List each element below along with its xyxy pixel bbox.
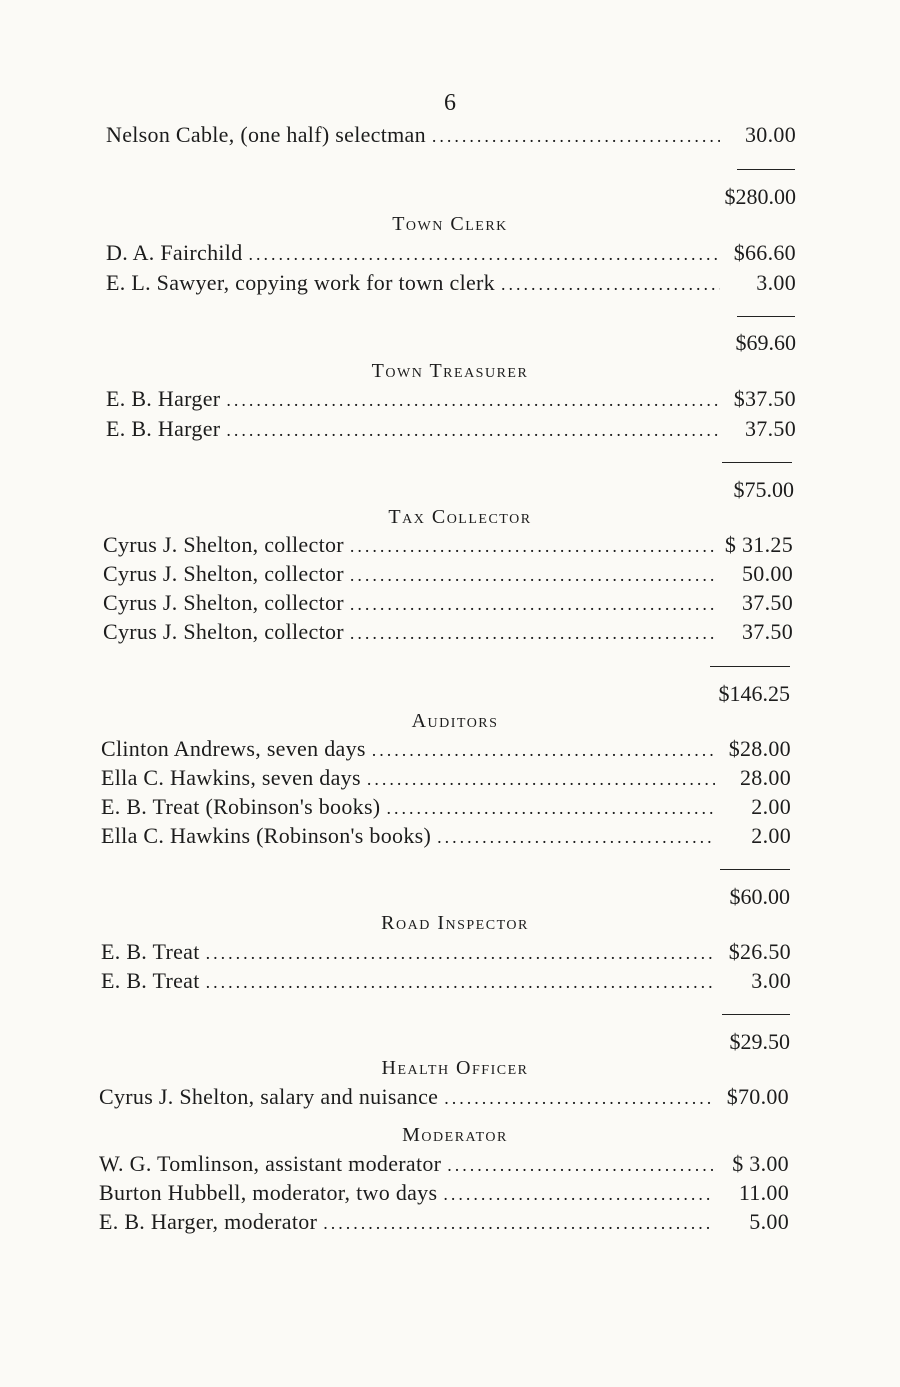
ledger-entry <box>101 736 791 762</box>
entry-name: Cyrus J. Shelton, collector <box>103 561 344 586</box>
subtotal-rule <box>710 666 790 667</box>
section-heading-auditors: Auditors <box>411 710 499 732</box>
dot-leader <box>226 420 720 441</box>
entry-name: E. L. Sawyer, copying work for town clerk <box>106 270 495 295</box>
entry-name: E. B. Harger, moderator <box>99 1209 318 1234</box>
section-total: $29.50 <box>729 1029 790 1054</box>
dot-leader <box>372 740 715 761</box>
entry-name: Burton Hubbell, moderator, two days <box>99 1180 438 1205</box>
dot-leader <box>350 536 717 557</box>
ledger-entry <box>103 532 793 558</box>
section-heading-health-officer: Health Officer <box>381 1057 529 1079</box>
subtotal-rule <box>722 1014 790 1015</box>
entry-name: W. G. Tomlinson, assistant moderator <box>99 1151 442 1176</box>
entry-name: Cyrus J. Shelton, collector <box>103 619 344 644</box>
entry-name: E. B. Treat <box>101 939 200 964</box>
entry-amount: $28.00 <box>728 736 791 761</box>
dot-leader <box>432 126 720 147</box>
entry-amount: 3.00 <box>756 270 796 295</box>
ledger-entry <box>101 968 791 994</box>
ledger-entry <box>106 386 796 412</box>
entry-amount: 2.00 <box>751 823 791 848</box>
entry-name: Cyrus J. Shelton, collector <box>103 590 344 615</box>
dot-leader <box>323 1213 713 1234</box>
section-total: $75.00 <box>733 477 794 502</box>
dot-leader <box>206 972 715 993</box>
entry-name: E. B. Treat <box>101 968 200 993</box>
dot-leader <box>444 1088 713 1109</box>
section-total: $146.25 <box>718 681 790 706</box>
ledger-entry <box>103 561 793 587</box>
dot-leader <box>443 1184 713 1205</box>
ledger-entry <box>103 619 793 645</box>
dot-leader <box>350 565 717 586</box>
dot-leader <box>206 943 715 964</box>
dot-leader <box>249 244 721 265</box>
ledger-entry <box>101 823 791 849</box>
dot-leader <box>226 390 720 411</box>
ledger-entry <box>106 270 796 296</box>
section-heading-tax-collector: Tax Collector <box>388 506 532 528</box>
entry-amount: 37.50 <box>742 619 793 644</box>
dot-leader <box>386 798 715 819</box>
entry-amount: 28.00 <box>740 765 791 790</box>
entry-amount: $66.60 <box>733 240 796 265</box>
ledger-entry <box>99 1209 789 1235</box>
dot-leader <box>350 594 717 615</box>
ledger-entry <box>101 765 791 791</box>
ledger-entry <box>106 416 796 442</box>
ledger-entry <box>106 122 796 148</box>
entry-amount: 11.00 <box>738 1180 789 1205</box>
section-heading-town-treasurer: Town Treasurer <box>371 360 529 382</box>
subtotal-rule <box>737 169 795 170</box>
section-heading-road-inspector: Road Inspector <box>381 912 529 934</box>
entry-name: Nelson Cable, (one half) selectman <box>106 122 426 147</box>
section-total: $60.00 <box>729 884 790 909</box>
dot-leader <box>350 623 717 644</box>
ledger-entry <box>99 1151 789 1177</box>
section-total: $280.00 <box>724 184 796 209</box>
section-heading-town-clerk: Town Clerk <box>392 213 508 235</box>
entry-name: Ella C. Hawkins (Robinson's books) <box>101 823 432 848</box>
entry-amount: 2.00 <box>751 794 791 819</box>
page-number: 6 <box>444 90 456 116</box>
subtotal-rule <box>737 316 795 317</box>
ledger-entry <box>101 939 791 965</box>
entry-amount: $26.50 <box>728 939 791 964</box>
subtotal-rule <box>722 462 792 463</box>
entry-amount: $37.50 <box>733 386 796 411</box>
ledger-entry <box>103 590 793 616</box>
ledger-entry <box>99 1084 789 1110</box>
dot-leader <box>501 274 720 295</box>
ledger-entry <box>101 794 791 820</box>
entry-amount: 50.00 <box>742 561 793 586</box>
entry-name: E. B. Treat (Robinson's books) <box>101 794 381 819</box>
ledger-entry <box>106 240 796 266</box>
entry-name: E. B. Harger <box>106 416 221 441</box>
entry-name: Cyrus J. Shelton, salary and nuisance <box>99 1084 439 1109</box>
dot-leader <box>367 769 715 790</box>
subtotal-rule <box>720 869 790 870</box>
dot-leader <box>447 1155 713 1176</box>
entry-amount: $ 3.00 <box>732 1151 789 1176</box>
ledger-entry <box>99 1180 789 1206</box>
entry-amount: 37.50 <box>742 590 793 615</box>
entry-amount: $ 31.25 <box>724 532 793 557</box>
entry-name: E. B. Harger <box>106 386 221 411</box>
entry-amount: 3.00 <box>751 968 791 993</box>
entry-name: D. A. Fairchild <box>106 240 243 265</box>
entry-amount: $70.00 <box>726 1084 789 1109</box>
entry-name: Clinton Andrews, seven days <box>101 736 366 761</box>
section-total: $69.60 <box>735 330 796 355</box>
entry-amount: 5.00 <box>749 1209 789 1234</box>
entry-name: Cyrus J. Shelton, collector <box>103 532 344 557</box>
entry-name: Ella C. Hawkins, seven days <box>101 765 361 790</box>
entry-amount: 37.50 <box>745 416 796 441</box>
section-heading-moderator: Moderator <box>402 1124 508 1146</box>
entry-amount: 30.00 <box>745 122 796 147</box>
dot-leader <box>437 827 715 848</box>
